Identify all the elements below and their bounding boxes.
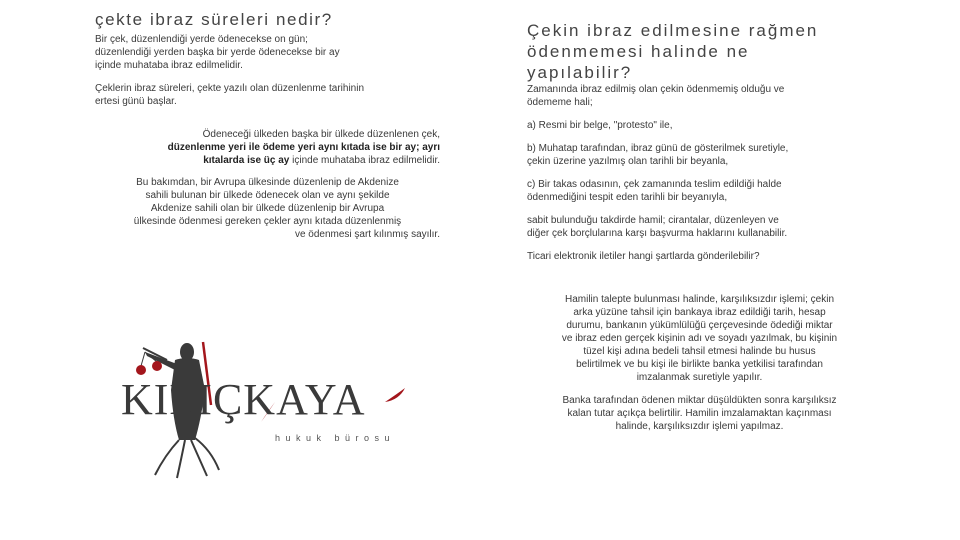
text-line: ve ödenmesi şart kılınmış sayılır. — [294, 229, 440, 240]
left-para-2 — [95, 82, 440, 108]
text-line: b) Muhatap tarafından, ibraz günü de gösterilmek suretiyle, — [527, 143, 789, 154]
right-column — [527, 20, 872, 433]
text-span: içinde muhataba ibraz edilmelidir. — [289, 155, 440, 166]
text-line: Akdenize sahili olan bir ülkede düzenlenip bir Avrupa — [150, 203, 385, 214]
text-line: çekin üzerine yazılmış olan tarihli bir beyanla, — [527, 156, 729, 167]
logo-subtitle: hukuk bürosu — [275, 433, 396, 443]
text-line: Ödeneceği ülkeden başka bir ülkede düzenlenen çek, — [202, 129, 440, 140]
question-line: Ticari elektronik iletiler hangi şartlarda gönderilebilir? — [527, 251, 760, 262]
text-line: halinde, karşılıksızdır işlemi yapılmaz. — [615, 421, 784, 432]
text-line: diğer çek borçlularına karşı başvurma haklarını kullanabilir. — [527, 228, 788, 239]
left-para-1 — [95, 33, 440, 72]
right-para-2 — [527, 214, 872, 240]
text-line: Hamilin talepte bulunması halinde, karşılıksızdır işlemi; çekin — [565, 294, 834, 305]
left-title: çekte ibraz süreleri nedir? — [95, 10, 333, 29]
text-line: ödenmediğini tespit eden tarihli bir beyanıyla, — [527, 192, 728, 203]
company-logo — [115, 330, 435, 480]
title-line: ödenmemesi halinde ne — [527, 42, 750, 61]
item-c — [527, 178, 872, 204]
text-line: sahili bulunan bir ülkede ödenecek olan ve aynı şekilde — [145, 190, 390, 201]
right-title — [527, 20, 872, 83]
bold-text: kıtalarda ise üç ay — [203, 155, 290, 166]
text-line: Zamanında ibraz edilmiş olan çekin ödenmemiş olduğu ve — [527, 84, 785, 95]
text-line: Bir çek, düzenlendiği yerde ödenecekse on gün; — [95, 34, 308, 45]
text-line: arka yüzüne tahsil için bankaya ibraz edildiği tarih, hesap — [573, 307, 826, 318]
item-a: a) Resmi bir belge, "protesto" ile, — [527, 120, 673, 131]
bold-text: düzenlenme yeri ile ödeme yeri aynı kıtada ise bir ay; ayrı — [167, 142, 440, 153]
text-line: tüzel kişi adına bedeli tahsil etmesi halinde bu husus — [583, 346, 816, 357]
text-line: sabit bulunduğu takdirde hamil; cirantalar, düzenleyen ve — [527, 215, 779, 226]
item-b — [527, 142, 872, 168]
text-line: Çeklerin ibraz süreleri, çekte yazılı olan düzenlenme tarihinin — [95, 83, 365, 94]
logo-name: KILIÇKAYA — [121, 375, 366, 424]
text-line: kalan tutar açıkça belirtilir. Hamilin imzalamaktan kaçınması — [567, 408, 832, 419]
text-line: durumu, bankanın yükümlülüğü çerçevesinde ödediği miktar — [566, 320, 833, 331]
text-line: Bu bakımdan, bir Avrupa ülkesinde düzenlenip de Akdenize — [136, 177, 399, 188]
text-line: Banka tarafından ödenen miktar düşüldükten sonra karşılıksız — [562, 395, 837, 406]
title-line: yapılabilir? — [527, 63, 633, 82]
title-line: Çekin ibraz edilmesine rağmen — [527, 21, 819, 40]
text-line: imzalanmak suretiyle yapılır. — [636, 372, 763, 383]
left-column — [95, 10, 440, 241]
text-line: içinde muhataba ibraz edilmelidir. — [95, 60, 243, 71]
right-para-3 — [527, 293, 872, 384]
text-line: ödememe hali; — [527, 97, 593, 108]
text-line: düzenlendiği yerden başka bir yerde ödenecekse bir ay — [95, 47, 340, 58]
text-line: ertesi günü başlar. — [95, 96, 177, 107]
text-line: ve ibraz eden gerçek kişinin adı ve soyadı yazılmak, bu kişinin — [561, 333, 838, 344]
left-para-4 — [95, 176, 440, 241]
right-para-1 — [527, 83, 872, 109]
text-line: belirtilmek ve bu kişi ile birlikte banka yetkilisi tarafından — [576, 359, 823, 370]
left-para-3 — [95, 128, 440, 167]
right-para-4 — [527, 394, 872, 433]
text-line: ülkesinde ödenmesi gereken çekler aynı kıtada düzenlenmiş — [133, 216, 402, 227]
text-line: c) Bir takas odasının, çek zamanında teslim edildiği halde — [527, 179, 782, 190]
